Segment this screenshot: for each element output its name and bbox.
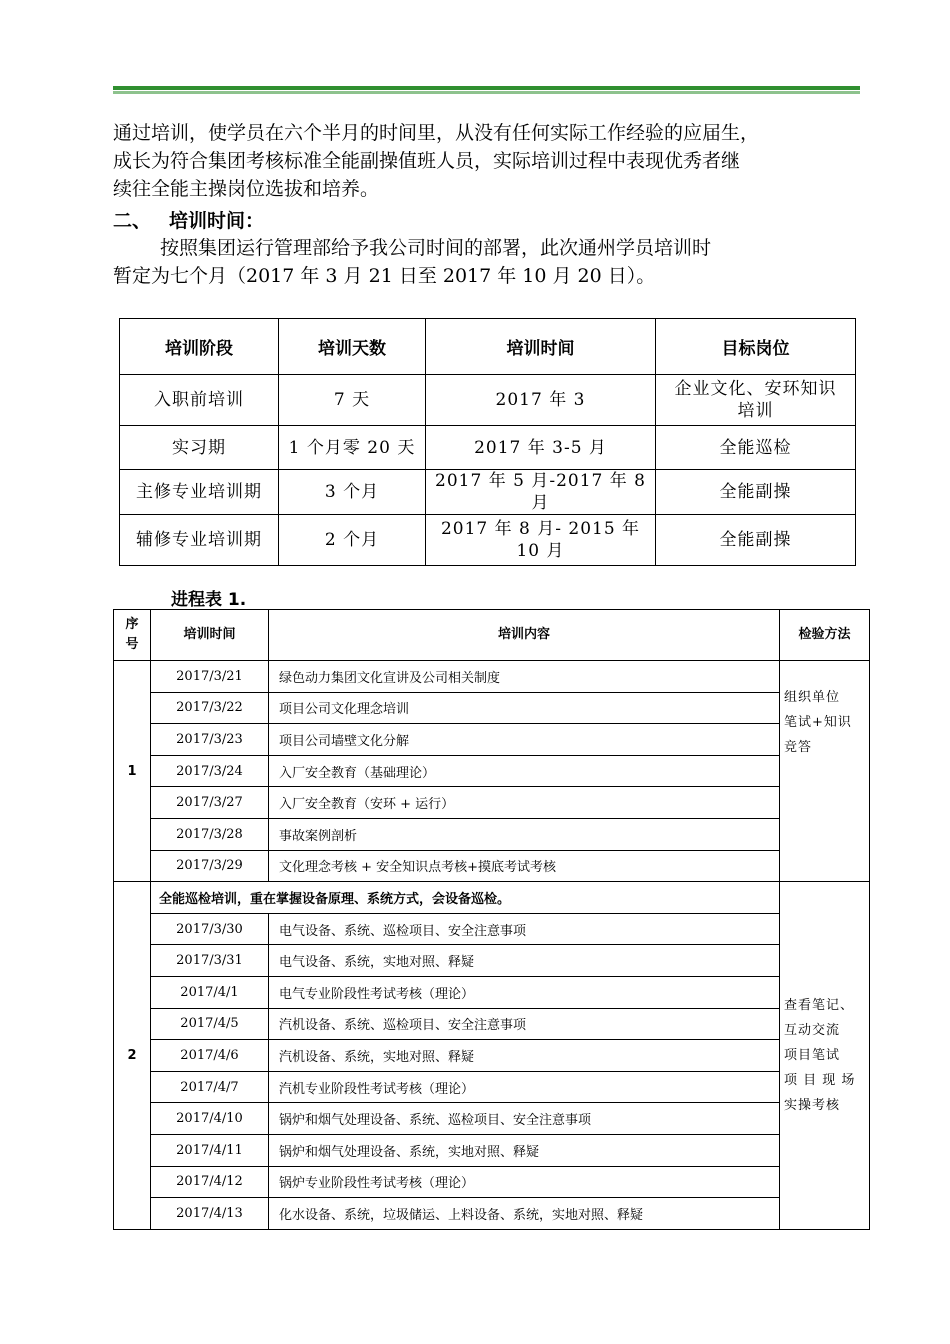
cell-target: 全能巡检 [656,426,856,470]
cell-date: 2017/4/1 [151,976,269,1008]
cell-date: 2017/3/22 [151,692,269,724]
header-seq-line: 序 [125,617,139,632]
cell-date: 2017/3/24 [151,755,269,787]
cell-content: 电气设备、系统，实地对照、释疑 [269,945,780,977]
cell-date: 2017/3/27 [151,787,269,819]
cell-content: 入厂安全教育（基础理论） [269,755,780,787]
header-time: 培训时间 [426,319,656,375]
training-stage-table [119,318,856,566]
cell-content: 文化理念考核 + 安全知识点考核+摸底考试考核 [269,850,780,882]
cell-date: 2017/4/7 [151,1071,269,1103]
schedule-row [114,1103,870,1135]
cell-date: 2017/3/30 [151,913,269,945]
intro-line-2: 成长为符合集团考核标准全能副操值班人员，实际培训过程中表现优秀者继 [113,150,741,172]
cell-date: 2017/4/12 [151,1166,269,1198]
schedule-row [114,1008,870,1040]
cell-content: 汽机设备、系统，实地对照、释疑 [269,1040,780,1072]
cell-content: 项目公司文化理念培训 [269,692,780,724]
cell-stage: 入职前培训 [120,375,279,426]
cell-date: 2017/3/31 [151,945,269,977]
cell-time: 2017 年 3 [426,375,656,426]
cell-days: 3 个月 [279,470,426,515]
header-stage: 培训阶段 [120,319,279,375]
cell-date: 2017/4/13 [151,1198,269,1230]
cell-content: 电气设备、系统、巡检项目、安全注意事项 [269,913,780,945]
cell-target [656,375,856,426]
cell-target-line: 培训 [737,401,774,421]
cell-method-line: 实操考核 [784,1097,841,1113]
section-number: 二、 [113,210,152,232]
schedule-group-1 [114,661,870,882]
cell-content: 入厂安全教育（安环 + 运行） [269,787,780,819]
table-row [120,375,856,426]
cell-content: 项目公司墙壁文化分解 [269,724,780,756]
header-rule [113,86,860,90]
schedule-row [114,1040,870,1072]
cell-stage: 主修专业培训期 [120,470,279,515]
schedule-table [113,609,870,1230]
cell-time: 2017 年 3-5 月 [426,426,656,470]
section-title: 全能巡检培训，重在掌握设备原理、系统方式，会设备巡检。 [151,882,780,914]
cell-content: 化水设备、系统，垃圾储运、上料设备、系统，实地对照、释疑 [269,1198,780,1230]
cell-seq: 2 [114,882,151,1230]
cell-days: 2 个月 [279,515,426,566]
table-row [120,515,856,566]
cell-method-line: 竞答 [784,740,813,755]
schedule-row [114,1198,870,1230]
intro-line-1: 通过培训，使学员在六个半月的时间里，从没有任何实际工作经验的应届生， [113,122,760,144]
schedule-row [114,976,870,1008]
schedule-row [114,661,870,693]
cell-date: 2017/4/10 [151,1103,269,1135]
cell-stage: 实习期 [120,426,279,470]
cell-method-line: 项目笔试 [784,1047,841,1063]
schedule-row [114,755,870,787]
cell-seq: 1 [114,661,151,882]
cell-content: 事故案例剖析 [269,818,780,850]
cell-days: 7 天 [279,375,426,426]
cell-date: 2017/4/6 [151,1040,269,1072]
cell-time: 2017 年 5 月-2017 年 8 月 [426,470,656,515]
table-row [120,470,856,515]
cell-method-line: 查看笔记、 [784,997,855,1013]
header-train-content: 培训内容 [269,610,780,661]
schedule-row [114,818,870,850]
schedule-row [114,1166,870,1198]
cell-content: 汽机设备、系统、巡检项目、安全注意事项 [269,1008,780,1040]
cell-target: 全能副操 [656,470,856,515]
schedule-row [114,724,870,756]
schedule-row [114,913,870,945]
section-title: 培训时间： [169,210,265,232]
section-heading [113,206,264,233]
schedule-row [114,945,870,977]
header-check-method: 检验方法 [780,610,870,661]
cell-content: 绿色动力集团文化宣讲及公司相关制度 [269,661,780,693]
table-header-row [120,319,856,375]
cell-date: 2017/4/11 [151,1134,269,1166]
header-seq [114,610,151,661]
cell-method [780,661,870,882]
cell-date: 2017/3/21 [151,661,269,693]
schedule-section-row [114,882,870,914]
cell-date: 2017/3/28 [151,818,269,850]
header-seq-line: 号 [125,637,139,652]
cell-method-line: 组织单位 [784,690,841,705]
header-target: 目标岗位 [656,319,856,375]
intro-line-3: 续往全能主操岗位选拔和培养。 [113,178,380,200]
cell-content: 锅炉和烟气处理设备、系统、巡检项目、安全注意事项 [269,1103,780,1135]
table-row [120,426,856,470]
cell-date: 2017/3/29 [151,850,269,882]
table2-caption: 进程表 1. [171,590,247,610]
cell-time: 2017 年 8 月- 2015 年 10 月 [426,515,656,566]
header-days: 培训天数 [279,319,426,375]
cell-method-line: 笔试+知识 [784,715,852,730]
schedule-row [114,1134,870,1166]
cell-target: 全能副操 [656,515,856,566]
cell-method [780,882,870,1230]
cell-content: 电气专业阶段性考试考核（理论） [269,976,780,1008]
cell-content: 锅炉和烟气处理设备、系统，实地对照、释疑 [269,1134,780,1166]
schedule-row [114,692,870,724]
section-para-line-1: 按照集团运行管理部给予我公司时间的部署，此次通州学员培训时 [160,237,712,259]
schedule-group-2 [114,882,870,1230]
cell-stage: 辅修专业培训期 [120,515,279,566]
cell-days: 1 个月零 20 天 [279,426,426,470]
cell-content: 锅炉专业阶段性考试考核（理论） [269,1166,780,1198]
schedule-row [114,850,870,882]
header-rule-thin [113,91,860,94]
cell-date: 2017/4/5 [151,1008,269,1040]
cell-method-line: 互动交流 [784,1022,841,1038]
cell-content: 汽机专业阶段性考试考核（理论） [269,1071,780,1103]
header-train-time: 培训时间 [151,610,269,661]
schedule-row [114,787,870,819]
cell-method-line: 项 目 现 场 [784,1072,856,1088]
cell-date: 2017/3/23 [151,724,269,756]
cell-target-line: 企业文化、安环知识 [674,379,837,399]
schedule-header-row [114,610,870,661]
schedule-row [114,1071,870,1103]
section-para-line-2: 暂定为七个月（2017 年 3 月 21 日至 2017 年 10 月 20 日）。 [113,265,656,287]
